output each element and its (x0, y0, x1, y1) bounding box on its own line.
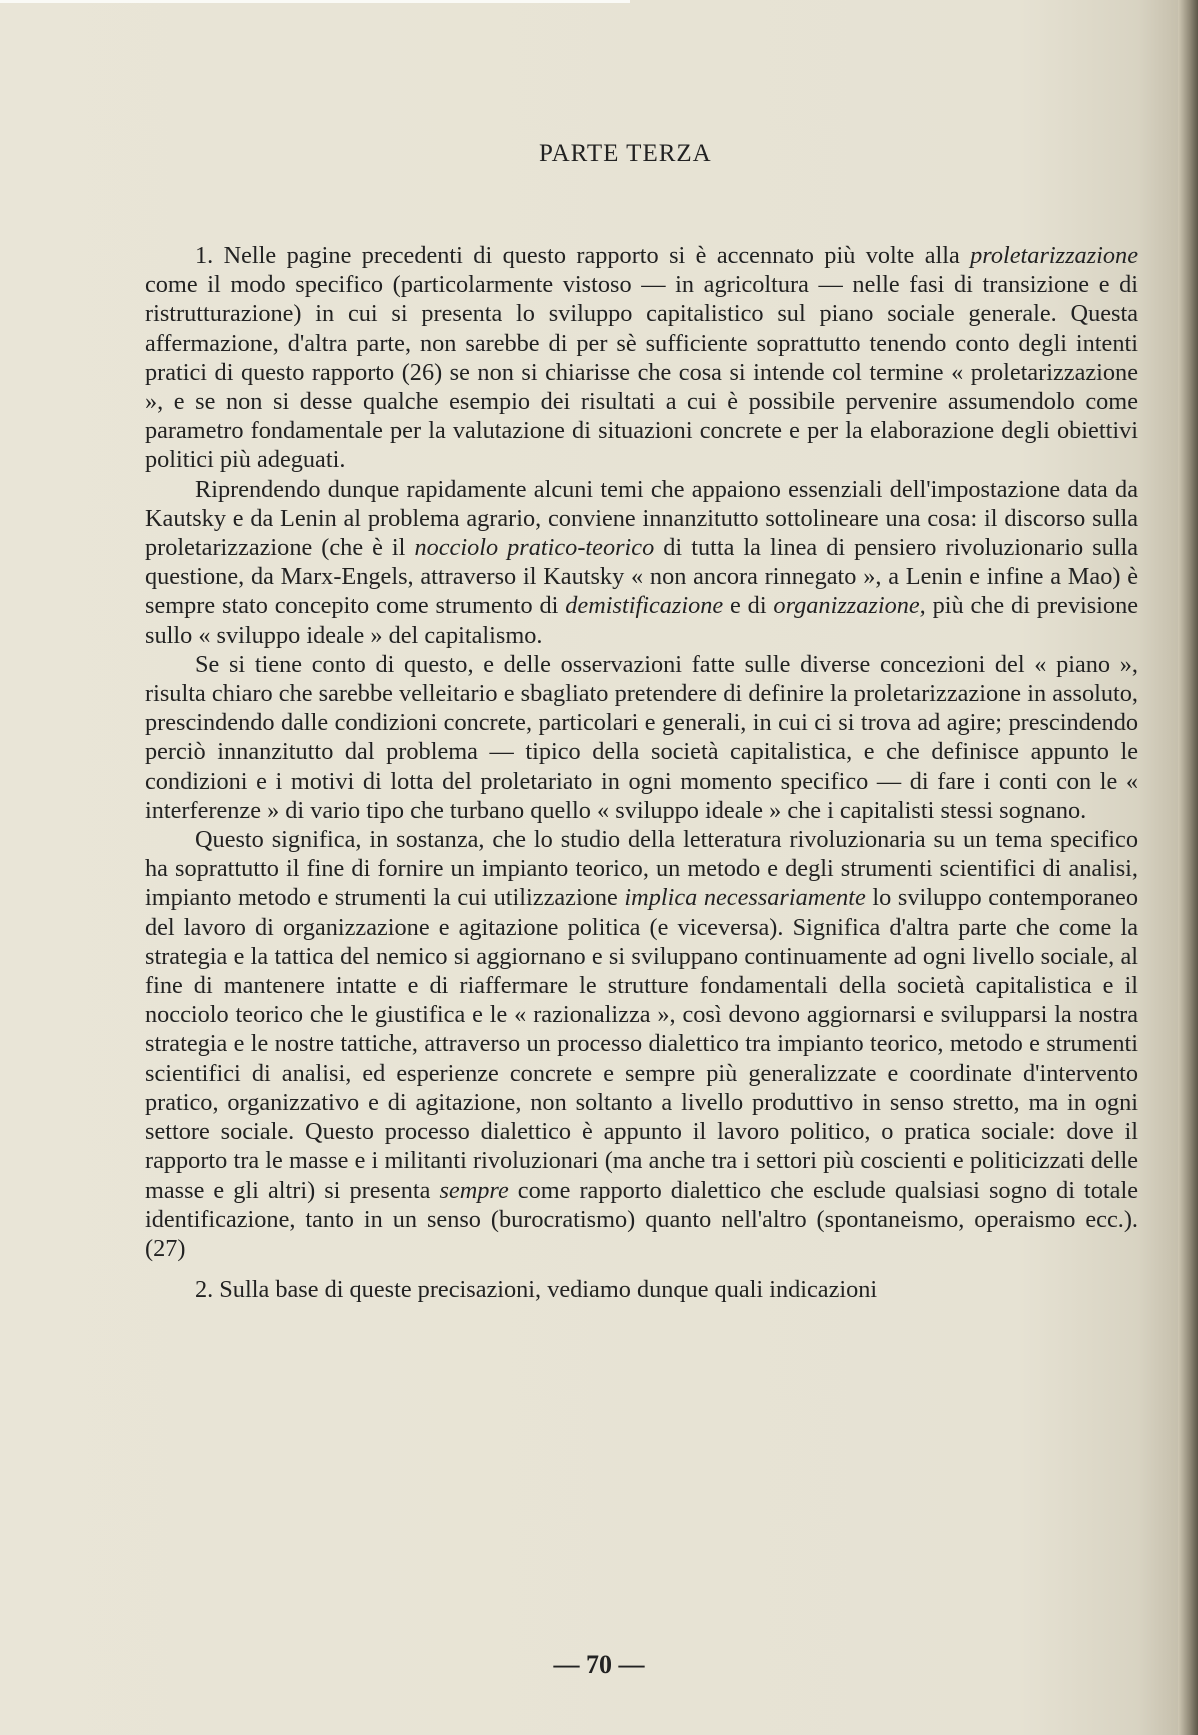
paragraph-5: 2. Sulla base di queste precisazioni, vediamo dunque quali indicazioni (195, 1276, 878, 1304)
page-edge-shadow (1178, 0, 1198, 1735)
paragraph-2: Riprendendo dunque rapidamente alcuni temi che appaiono essenziali dell'impostazione data da Kautsky e da Lenin al problema agrario, conviene innanzitutto sottolineare una cosa: il discorso sulla proletarizzazione (che è il nocciolo pratico-teorico di tutta la linea di pensiero rivoluzionario sulla questione, da Marx-Engels, attraverso il Kautsky « non ancora rinnegato », a Lenin e infine a Mao) è sempre stato concepito come strumento di demistificazione e di organizzazione, più che di previsione sullo « sviluppo ideale » del capitalismo. (145, 475, 1139, 649)
paragraph-1: 1. Nelle pagine precedenti di questo rapporto si è accennato più volte alla proletarizzazione come il modo specifico (particolarmente vistoso — in agricoltura — nelle fasi di transizione e di ristrutturazione) in cui si presenta lo sviluppo capitalistico sul piano sociale generale. Questa affermazione, d'altra parte, non sarebbe di per sè sufficiente soprattutto tenendo conto degli intenti pratici di questo rapporto (26) se non si chiarisse che cosa si intende col termine « proletarizzazione », e se non si desse qualche esempio dei risultati a cui è possibile pervenire assumendolo come parametro fondamentale per la valutazione di situazioni concrete e per la elaborazione degli obiettivi politici più adeguati. (145, 242, 1138, 474)
body-text (145, 241, 1138, 1304)
scan-edge-top (0, 0, 630, 3)
paragraph-3: Se si tiene conto di questo, e delle osservazioni fatte sulle diverse concezioni del « piano », risulta chiaro che sarebbe velleitario e sbagliato pretendere di definire la proletarizzazione in assoluto, prescindendo dalle condizioni concrete, particolari e generali, in cui ci si trova ad agire; prescindendo perciò innanzitutto dal problema — tipico della società capitalistica, e che definisce appunto le condizioni e i motivi di lotta del proletariato in ogni momento specifico — di fare i conti con le « interferenze » di vario tipo che turbano quello « sviluppo ideale » che i capitalisti stessi sognano. (145, 650, 1138, 824)
paragraph-4: Questo significa, in sostanza, che lo studio della letteratura rivoluzionaria su un tema specifico ha soprattutto il fine di fornire un impianto teorico, un metodo e degli strumenti scientifici di analisi, impianto metodo e strumenti la cui utilizzazione implica necessariamente lo sviluppo contemporaneo del lavoro di organizzazione e agitazione politica (e viceversa). Significa d'altra parte che come la strategia e la tattica del nemico si aggiornano e si sviluppano continuamente ad ogni livello sociale, al fine di mantenere intatte e di riaffermare le strutture fondamentali della società capitalistica e il nocciolo teorico che le giustifica e le « razionalizza », così devono aggiornarsi e svilupparsi la nostra strategia e le nostre tattiche, attraverso un processo dialettico tra impianto teorico, metodo e strumenti scientifici di analisi, ed esperienze concrete e sempre più generalizzate e coordinate d'intervento pratico, organizzativo e di agitazione, non soltanto a livello produttivo in senso stretto, ma in ogni settore sociale. Questo processo dialettico è appunto il lavoro politico, o pratica sociale: dove il rapporto tra le masse e i militanti rivoluzionari (ma anche tra i settori più coscienti e politicizzati delle masse e gli altri) si presenta sempre come rapporto dialettico che esclude qualsiasi sogno di totale identificazione, tanto in un senso (burocratismo) quanto nell'altro (spontaneismo, operaismo ecc.). (27) (145, 826, 1138, 1262)
page-title: PARTE TERZA (539, 140, 712, 167)
page-number: — 70 — (553, 1650, 645, 1679)
